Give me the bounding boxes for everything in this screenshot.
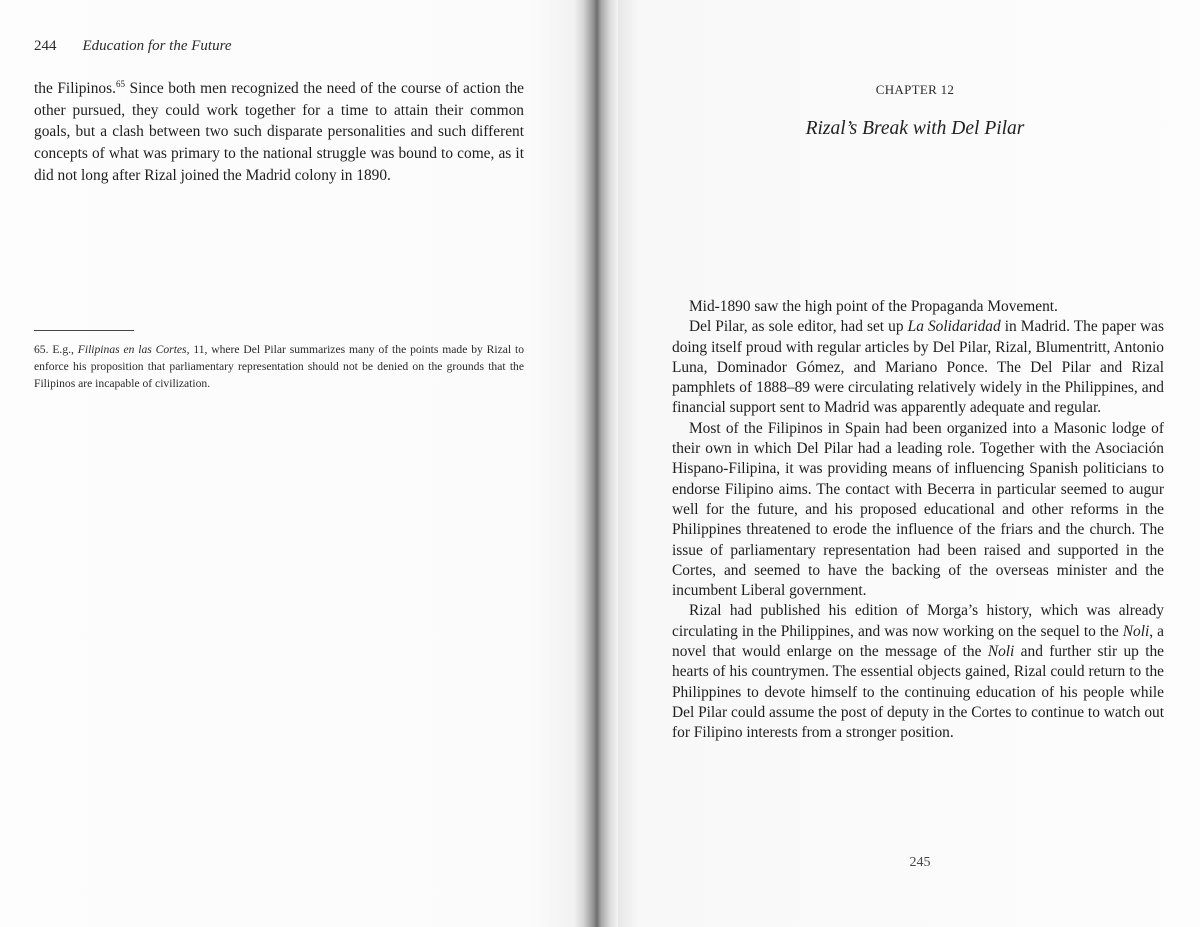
running-title: Education for the Future — [82, 38, 232, 54]
left-body-start: the Filipinos. — [34, 80, 116, 97]
paragraph-3-text: Most of the Filipinos in Spain had been organized into a Masonic lodge of their own in which Del Pilar had a leading role. Together with the Asociación Hispano-Filipina, it was providing means of influencing Spanish politicians to endorse Filipino aims. The contact with Becerra in particular seemed to augur well for the future, and his proposed educational and other reforms in the Philippines threatened to erode the influence of the friars and the church. The issue of parliamentary representation had been raised and supported in the Cortes, and seemed to have the backing of the overseas minister and the incumbent Liberal government. — [672, 419, 1164, 600]
paragraph-4-a: Rizal had published his edition of Morga’s history, which was already circulating in the Philippines, and was now working on the sequel to the — [672, 602, 1164, 640]
right-page-number: 245 — [909, 855, 931, 870]
paragraph-2-rest: in Madrid. The paper was doing itself proud with regular articles by Del Pilar, Rizal, Blumentritt, Antonio Luna, Dominador Gómez, and Mariano Ponce. The Del Pilar and Rizal pamphlets of 1888–89 were circulating relatively widely in the Philippines, and financial support sent to Madrid was apparently adequate and regular. — [672, 318, 1164, 417]
paragraph-1-text: Mid-1890 saw the high point of the Propaganda Movement. — [689, 298, 1058, 315]
paragraph-4 — [672, 601, 1164, 743]
paragraph-2-start: Del Pilar, as sole editor, had set up — [689, 318, 908, 336]
paragraph-4-c: and further stir up the hearts of his countrymen. The essential objects gained, Rizal could return to the Philippines to devote himself to the continuing education of his people while Del Pilar could assume the post of deputy in the Cortes to continue to watch out for Filipino interests from a stronger position. — [672, 643, 1164, 742]
novel-title-1: Noli — [1122, 622, 1150, 640]
paragraph-3 — [672, 419, 1164, 602]
left-body-text — [34, 78, 524, 187]
left-page-number: 244 — [34, 38, 57, 54]
left-body-rest: Since both men recognized the need of the course of action the other pursued, they could work together for a time to attain their common goals, but a clash between two such disparate personalities and such different concepts of what was primary to the national struggle was bound to come, as it did not long after Rizal joined the Madrid colony in 1890. — [34, 80, 524, 184]
chapter-label: CHAPTER 12 — [875, 82, 955, 97]
footnote-ref-65: 65 — [115, 78, 125, 89]
paragraph-2 — [672, 317, 1164, 418]
paragraph-4-b: , a novel that would enlarge on the message of the — [672, 622, 1164, 661]
right-body-text — [672, 297, 1164, 744]
footnote-rest: , 11, where Del Pilar summarizes many of the points made by Rizal to enforce his proposition that parliamentary representation should not be denied on the grounds that the Filipinos are incapable of civilization. — [34, 343, 524, 390]
paragraph-1 — [672, 297, 1164, 317]
chapter-title: Rizal’s Break with Del Pilar — [805, 118, 1025, 139]
footnote-65 — [34, 341, 524, 392]
newspaper-title: La Solidaridad — [907, 318, 1001, 336]
footnote-work-title: Filipinas en las Cortes — [77, 343, 187, 356]
left-running-head — [34, 38, 534, 55]
novel-title-2: Noli — [987, 643, 1015, 661]
footnote-rule — [34, 330, 134, 331]
footnote-prefix: 65. E.g., — [34, 343, 78, 356]
